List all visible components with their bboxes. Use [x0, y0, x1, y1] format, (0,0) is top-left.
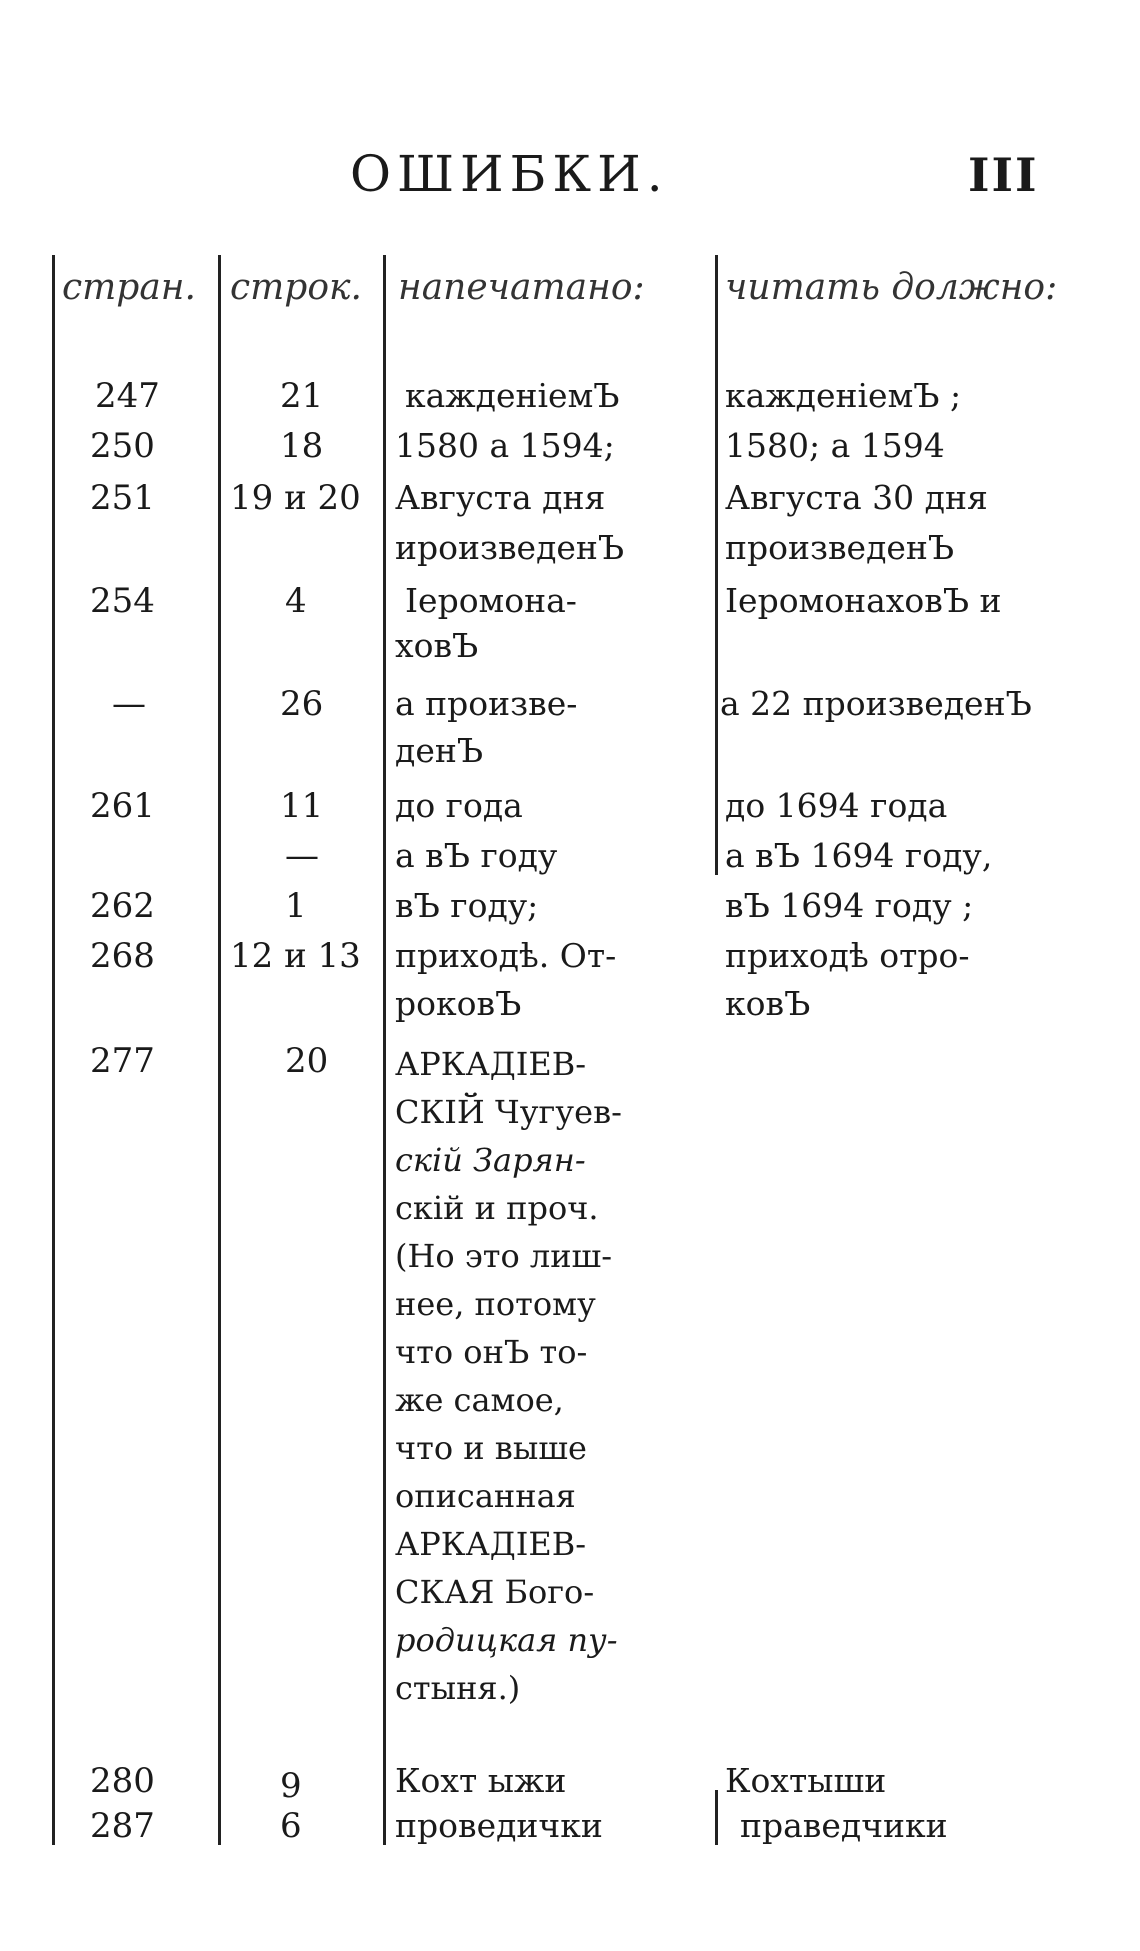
row-printed: денЪ	[395, 731, 484, 770]
note-line: скій Зарян-	[395, 1141, 586, 1179]
note-line: стыня.)	[395, 1669, 521, 1707]
row-page: 251	[90, 478, 155, 518]
row-page: 277	[90, 1041, 155, 1081]
row-correct: а 22 произведенЪ	[720, 684, 1032, 723]
row-printed: ироизведенЪ	[395, 528, 625, 567]
row-correct: а вЪ 1694 году,	[725, 836, 993, 875]
note-line: СКІЙ Чугуев-	[395, 1093, 622, 1131]
note-line: АРКАДІЕВ-	[395, 1045, 587, 1083]
row-printed: кажденіемЪ	[405, 376, 620, 415]
column-rule	[52, 255, 55, 1845]
row-correct: кажденіемЪ ;	[725, 376, 962, 415]
note-line: родицкая пу-	[395, 1621, 618, 1659]
row-correct: ІеромонаховЪ и	[725, 581, 1002, 620]
row-line: 9	[280, 1766, 302, 1806]
row-correct: приходѣ отро-	[725, 936, 970, 975]
errata-table	[50, 255, 1058, 1855]
row-line: 21	[280, 376, 324, 416]
page-number: III	[968, 148, 1039, 202]
row-correct: Августа 30 дня	[725, 478, 988, 517]
row-page: 250	[90, 426, 155, 466]
row-line: 26	[280, 684, 324, 724]
note-line: (Но это лиш-	[395, 1237, 613, 1275]
header-correct: читать должно:	[725, 267, 1058, 308]
row-line: 19 и 20	[230, 478, 361, 518]
row-line: 1	[285, 886, 307, 926]
row-printed: Кохт ыжи	[395, 1761, 567, 1800]
row-printed: проведички	[395, 1806, 603, 1845]
row-correct: ковЪ	[725, 984, 811, 1023]
header-line: строк.	[230, 267, 362, 308]
row-line: 20	[285, 1041, 329, 1081]
row-page: 287	[90, 1806, 155, 1846]
row-correct: вЪ 1694 году ;	[725, 886, 974, 925]
row-line: 4	[285, 581, 307, 621]
row-line: —	[285, 836, 319, 876]
row-line: 6	[280, 1806, 302, 1846]
row-page: 262	[90, 886, 155, 926]
row-correct: до 1694 года	[725, 786, 948, 825]
row-page: 254	[90, 581, 155, 621]
note-line: же самое,	[395, 1381, 564, 1419]
note-line: нее, потому	[395, 1285, 596, 1323]
note-line: АРКАДІЕВ-	[395, 1525, 587, 1563]
note-block	[395, 1040, 710, 1712]
row-printed: вЪ году;	[395, 886, 539, 925]
row-page: 261	[90, 786, 155, 826]
row-page: 247	[95, 376, 160, 416]
note-line: что и выше	[395, 1429, 587, 1467]
row-printed: ховЪ	[395, 626, 479, 665]
row-printed: приходѣ. От-	[395, 936, 617, 975]
row-line: 11	[280, 786, 324, 826]
row-correct: праведчики	[740, 1806, 948, 1845]
row-line: 18	[280, 426, 324, 466]
row-correct: 1580; а 1594	[725, 426, 945, 465]
row-page: 280	[90, 1761, 155, 1801]
column-rule	[715, 1790, 718, 1845]
header-printed: напечатано:	[398, 267, 645, 308]
note-line: СКАЯ Бого-	[395, 1573, 595, 1611]
row-printed: до года	[395, 786, 523, 825]
page-title: ОШИБКИ.	[350, 145, 669, 203]
row-printed: роковЪ	[395, 984, 522, 1023]
row-printed: Августа дня	[395, 478, 606, 517]
row-page: 268	[90, 936, 155, 976]
note-line: описанная	[395, 1477, 576, 1515]
row-correct: Кохтыши	[725, 1761, 887, 1800]
row-correct: произведенЪ	[725, 528, 955, 567]
row-printed: а произве-	[395, 684, 578, 723]
row-line: 12 и 13	[230, 936, 361, 976]
row-printed: Іеромона-	[405, 581, 577, 620]
row-printed: 1580 а 1594;	[395, 426, 615, 465]
header-page: стран.	[62, 267, 196, 308]
column-rule	[715, 255, 718, 875]
column-rule	[383, 255, 386, 1845]
column-rule	[218, 255, 221, 1845]
row-printed: а вЪ году	[395, 836, 558, 875]
note-line: скій и проч.	[395, 1189, 599, 1227]
note-line: что онЪ то-	[395, 1333, 588, 1371]
row-page: —	[112, 684, 146, 724]
